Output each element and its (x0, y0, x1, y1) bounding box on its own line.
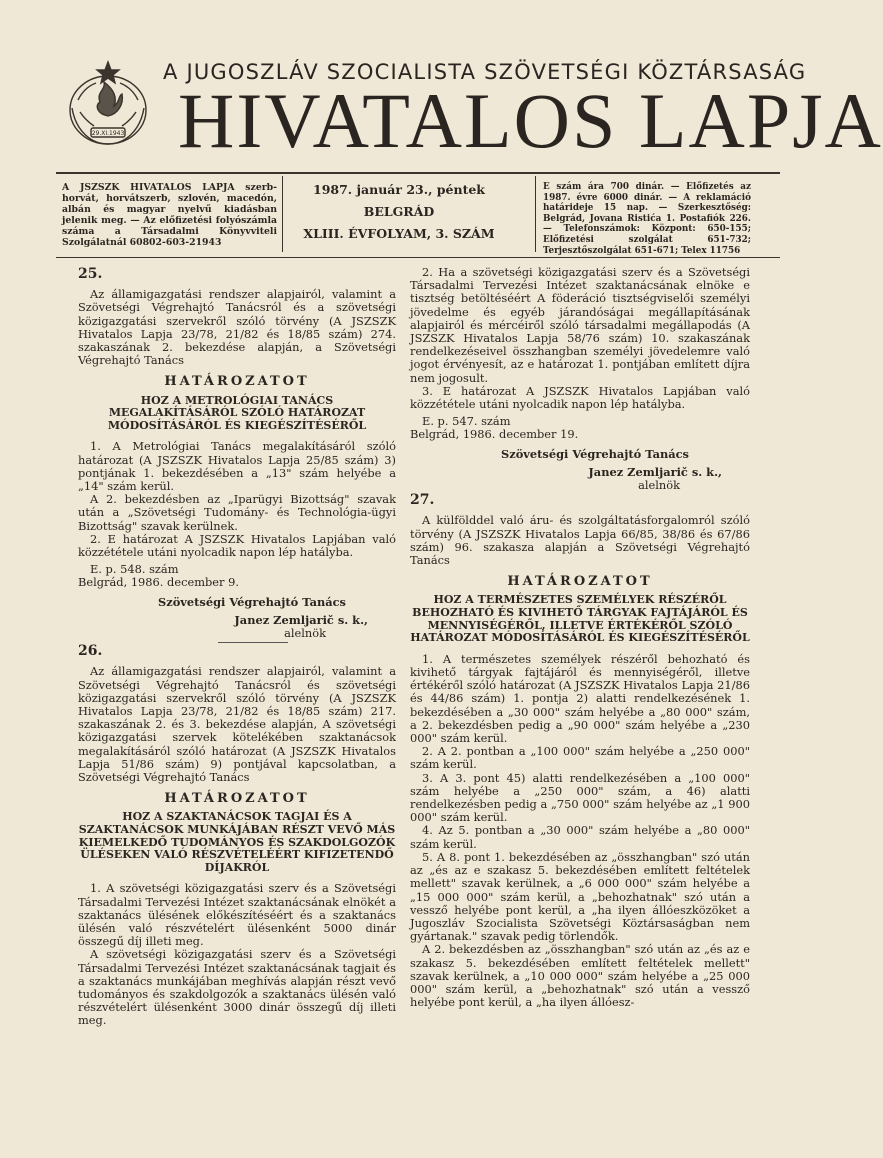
preamble: Az államigazgatási rendszer alapjairól, valamint a Szövetségi Végrehajtó Tanácsról és szövetségi közigazgatási szervekről szóló törvény (A JSZSZK Hivatalos Lapja 23/78, 21/82 és 18/85 szám) 217. szakaszának 2. és 3. bekezdése alapján, A szövetségi közigazgatási szervek kötelékében szaktanácsok megalakításáról szóló határozat (A JSZSZK Hivatalos Lapja 51/86 szám) 9) pontjával kapcsolatban, a Szövetségi Végrehajtó Tanács (78, 664, 396, 785)
masthead-subtitle: A JUGOSZLÁV SZOCIALISTA SZÖVETSÉGI KÖZTÁRSASÁG (163, 60, 807, 84)
issue-place: BELGRÁD (363, 204, 435, 219)
divider (56, 257, 780, 258)
place-date: Belgrád, 1986. december 19. (410, 427, 579, 442)
article: 1. A szövetségi közigazgatási szerv és a Szövetségi Társadalmi Tervezési Intézet szaktanácsának elnökét a szaktanács ülésének előkészítéséért és a szaktanács ülésén való részvételért ülésenként 5000 dinár összegű díj illeti meg. (78, 881, 396, 949)
place-date: Belgrád, 1986. december 9. (78, 575, 239, 590)
article: A 2. bekezdésben az „összhangban" szó után az „és az e szakasz 5. bekezdésében említett feltételek mellett" szavak kerülnek, a „10 000 000" szám helyébe a „25 000 000" szám kerül, a „behozhatnak" szó után a vessző helyébe pont kerül, a „ha ilyen állóesz- (410, 942, 750, 1010)
divider (535, 176, 536, 252)
issuing-body: Szövetségi Végrehajtó Tanács (158, 594, 346, 609)
left-column (78, 266, 396, 1028)
preamble: A külfölddel való áru- és szolgáltatásforgalomról szóló törvény (A JSZSZK Hivatalos Lapja 66/85, 38/86 és 67/86 szám) 96. szakasza alapján a Szövetségi Végrehajtó Tanács (410, 513, 750, 568)
decision-subject: HOZ A TERMÉSZETES SZEMÉLYEK RÉSZÉRŐL BEHOZHATÓ ÉS KIVIHETŐ TÁRGYAK FAJTÁJÁRÓL ÉS MENNYISÉGÉRŐL, ILLETVE ÉRTÉKÉRŐL SZÓLÓ HATÁROZAT MÓDOSÍTÁSÁRÓL ÉS KIEGÉSZÍTÉSÉRŐL (410, 593, 750, 645)
decision-heading: HATÁROZATOT (164, 791, 310, 807)
divider (56, 172, 780, 174)
article: 1. A természetes személyek részéről behozható és kivihető tárgyak fajtájáról és mennyiségéről, illetve értékéről szóló határozat (A JSZSZK Hivatalos Lapja 21/86 és 44/86 szám) 1. pontja 2) alatti rendelkezésének 1. bekezdésében a „30 000" szám helyébe a „80 000" szám, a 2. bekezdésben pedig a „90 000" szám helyébe a „230 000" szám kerül. (410, 651, 750, 746)
issuing-body: Szövetségi Végrehajtó Tanács (501, 446, 689, 461)
article: A 2. bekezdésben az „Iparügyi Bizottság" szavak után a „Szövetségi Tudomány- és Technológia-ügyi Bizottság" szavak kerülnek. (78, 492, 396, 533)
signatory: Janez Zemljarič s. k., (588, 464, 722, 479)
decision-subject: HOZ A SZAKTANÁCSOK TAGJAI ÉS A SZAKTANÁCSOK MUNKÁJÁBAN RÉSZT VEVŐ MÁS KIEMELKEDŐ TUDOMÁNYOS ÉS SZAKDOLGOZÓK ÜLÉSEKEN VALÓ RÉSZVÉTELÉÉRT KIFIZETENDŐ DÍJAKRÓL (78, 810, 396, 874)
article: 1. A Metrológiai Tanács megalakításáról szóló határozat (A JSZSZK Hivatalos Lapja 25/85 szám) 3) pontjának 1. bekezdésében a „13" szám helyébe a „14" szám kerül. (78, 439, 396, 494)
article: 2. A 2. pontban a „100 000" szám helyébe a „250 000" szám kerül. (410, 744, 750, 772)
signatory: Janez Zemljarič s. k., (234, 612, 368, 627)
article: 5. A 8. pont 1. bekezdésében az „összhangban" szó után az „és az e szakasz 5. bekezdésében említett feltételek mellett" szavak kerülnek, a „6 000 000" szám helyébe a „15 000 000" szám kerül, a „behozhatnak" szó után a vessző helyébe pont kerül, a „ha ilyen állóeszközöket a Jugoszláv Szocialista Szövetségi Köztársaságban nem gyártanak." szavak pedig törlendők. (410, 849, 750, 944)
item-number: 27. (410, 492, 435, 509)
preamble: Az államigazgatási rendszer alapjairól, valamint a Szövetségi Végrehajtó Tanácsról és a szövetségi közigazgatási szervekről szóló törvény (A JSZSZK Hivatalos Lapja 23/78, 21/82 és 18/85 szám) 274. szakaszának 2. bekezdése alapján, a Szövetségi Végrehajtó Tanács (78, 287, 396, 368)
article: 2. Ha a szövetségi közigazgatási szerv és a Szövetségi Társadalmi Tervezési Intézet szaktanácsának elnöke e tisztség betöltéséért A föderáció tisztségviselői személyi jövedelme és egyéb járandóságai megállapításának alapjairól és mércéiről szóló társadalmi megállapodás (A JSZSZK Hivatalos Lapja 58/76 szám) 10. szakaszának rendelkezéseivel összhangban személyi jövedelemre való jogot érvényesít, az e határozat 1. pontjában említett díjra nem jogosult. (410, 265, 750, 385)
article: A szövetségi közigazgatási szerv és a Szövetségi Társadalmi Tervezési Intézet szaktanácsának tagjait és a szaktanács munkájában meghívás alapján részt vevő tudományos és szakdolgozók a szaktanács ülésén való részvételért ülésenként 3000 dinár összegű díj illeti meg. (78, 947, 396, 1028)
divider (218, 642, 288, 643)
issue-date: 1987. január 23., péntek (313, 182, 485, 197)
item-number: 26. (78, 643, 103, 660)
signatory-role: alelnök (638, 478, 680, 493)
decision-subject: HOZ A METROLÓGIAI TANÁCS MEGALAKÍTÁSÁRÓL SZÓLÓ HATÁROZAT MÓDOSÍTÁSÁRÓL ÉS KIEGÉSZÍTÉSÉRŐL (107, 393, 367, 432)
decision-heading: HATÁROZATOT (507, 574, 653, 590)
article: 2. E határozat A JSZSZK Hivatalos Lapjában való közzététele utáni nyolcadik napon lép hatályba. (78, 531, 396, 560)
reference-number: E. p. 548. szám (90, 562, 179, 577)
decision-heading: HATÁROZATOT (164, 374, 310, 390)
masthead-title: HIVATALOS LAPJA (178, 77, 883, 164)
issue-volume: XLIII. ÉVFOLYAM, 3. SZÁM (303, 226, 495, 241)
divider (282, 176, 283, 252)
item-number: 25. (78, 266, 103, 282)
publication-info: A JSZSZK HIVATALOS LAPJA szerb-horvát, horvátszerb, szlovén, macedón, albán és magyar nyelvű kiadásban jelenik meg. — Az előfizetési folyószámla száma a Társadalmi Könyvviteli Szolgálatnál 60802-603-21943 (62, 182, 277, 248)
reference-number: E. p. 547. szám (422, 414, 511, 429)
article: 4. Az 5. pontban a „30 000" szám helyébe a „80 000" szám kerül. (410, 823, 750, 851)
article: 3. E határozat A JSZSZK Hivatalos Lapjában való közzététele utáni nyolcadik napon lép hatályba. (410, 383, 750, 412)
article: 3. A 3. pont 45) alatti rendelkezésében a „100 000" szám helyébe a „250 000" szám, a 46) alatti rendelkezésben pedig a „750 000" szám helyébe az „1 900 000" szám kerül. (410, 770, 750, 825)
state-emblem-icon (58, 52, 158, 152)
issue-info (288, 182, 510, 248)
right-column (410, 266, 750, 1009)
price-contact-info: E szám ára 700 dinár. — Előfizetés az 1987. évre 6000 dinár. — A reklamáció határideje 15 nap. — Szerkesztőség: Belgrád, Jovana Ristića 1. Postafiók 226. — Telefonszámok: Központ: 650-155; Előfizetési szolgálat 651-732; Terjesztőszolgálat 651-671; Telex 11756 (543, 182, 751, 256)
emblem-date: 29.XI.1943 (91, 130, 125, 137)
signatory-role: alelnök (284, 626, 326, 641)
